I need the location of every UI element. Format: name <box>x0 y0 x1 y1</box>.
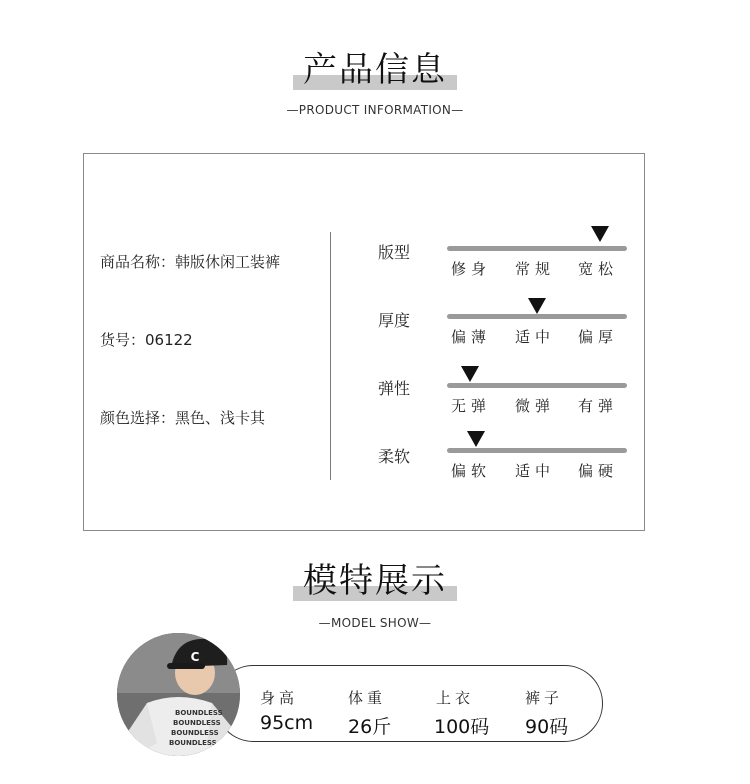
stat-value-weight: 26斤 <box>348 716 392 738</box>
attr-marker-softness <box>467 431 485 447</box>
attr-option: 偏硬 <box>578 462 619 480</box>
shirt-text: BOUNDLESS <box>173 719 221 727</box>
attr-bar-thickness <box>447 314 627 319</box>
model-illustration <box>117 633 240 756</box>
model-show-heading <box>0 559 750 603</box>
shirt-text: BOUNDLESS <box>169 739 217 747</box>
attr-option: 适中 <box>515 462 556 480</box>
shirt-text: BOUNDLESS <box>175 709 223 717</box>
model-show-title: 模特展示 <box>303 561 447 601</box>
stat-value-pants: 90码 <box>525 716 569 738</box>
attr-bar-fit <box>447 246 627 251</box>
product-info-subtitle: —PRODUCT INFORMATION— <box>286 103 464 117</box>
attr-option: 无弹 <box>451 397 492 415</box>
info-divider <box>330 232 331 480</box>
attr-marker-thickness <box>528 298 546 314</box>
attr-label-fit: 版型 <box>378 243 411 262</box>
attr-bar-softness <box>447 448 627 453</box>
attr-label-softness: 柔软 <box>378 447 411 466</box>
cap-letter: C <box>190 650 200 664</box>
attr-option: 偏厚 <box>578 328 619 346</box>
stat-label-weight: 体重 <box>348 689 387 707</box>
product-item-number: 货号：06122 <box>100 331 193 349</box>
shirt-text: BOUNDLESS <box>171 729 219 737</box>
attr-marker-fit <box>591 226 609 242</box>
attr-option: 适中 <box>515 328 556 346</box>
attr-label-thickness: 厚度 <box>378 311 411 330</box>
attr-option: 微弹 <box>515 397 556 415</box>
attr-option: 偏软 <box>451 462 492 480</box>
stat-label-height: 身高 <box>260 689 299 707</box>
attr-option: 修身 <box>451 260 492 278</box>
attr-bar-elasticity <box>447 383 627 388</box>
stat-value-height: 95cm <box>260 712 314 734</box>
attr-option: 常规 <box>515 260 556 278</box>
product-info-title: 产品信息 <box>303 50 447 90</box>
model-photo <box>117 633 240 756</box>
stat-value-top: 100码 <box>434 716 490 738</box>
attr-label-elasticity: 弹性 <box>378 379 411 398</box>
model-show-subtitle: —MODEL SHOW— <box>318 616 432 630</box>
stat-label-top: 上衣 <box>436 689 475 707</box>
product-colors: 颜色选择：黑色、浅卡其 <box>100 409 266 427</box>
attr-option: 偏薄 <box>451 328 492 346</box>
attr-marker-elasticity <box>461 366 479 382</box>
product-info-heading <box>0 48 750 92</box>
product-name: 商品名称：韩版休闲工装裤 <box>100 253 281 271</box>
stat-label-pants: 裤子 <box>525 689 564 707</box>
attr-option: 宽松 <box>578 260 619 278</box>
attr-option: 有弹 <box>578 397 619 415</box>
